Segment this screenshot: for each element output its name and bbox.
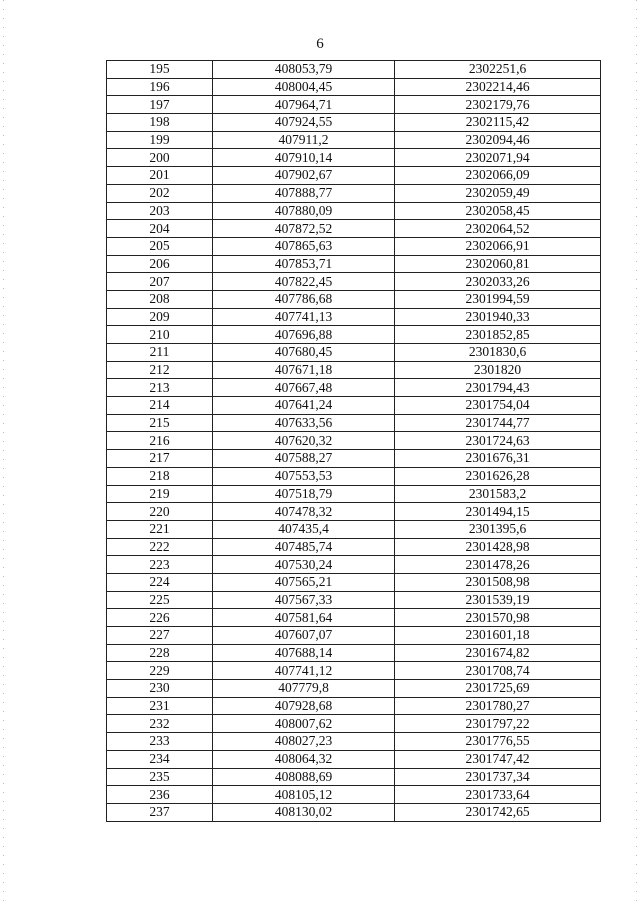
x-coordinate-cell: 407607,07 [213,627,395,645]
y-coordinate-cell: 2301780,27 [395,697,601,715]
table-row [107,467,601,485]
x-coordinate-cell: 407741,13 [213,308,395,326]
y-coordinate-cell: 2301478,26 [395,556,601,574]
scan-edge-left [3,0,4,905]
table-row [107,750,601,768]
table-row [107,520,601,538]
y-coordinate-cell: 2302066,91 [395,237,601,255]
point-number-cell: 200 [107,149,213,167]
point-number-cell: 202 [107,184,213,202]
point-number-cell: 208 [107,290,213,308]
table-row [107,237,601,255]
x-coordinate-cell: 407741,12 [213,662,395,680]
y-coordinate-cell: 2302033,26 [395,273,601,291]
x-coordinate-cell: 407880,09 [213,202,395,220]
point-number-cell: 226 [107,609,213,627]
y-coordinate-cell: 2301742,65 [395,803,601,821]
table-row [107,290,601,308]
y-coordinate-cell: 2302214,46 [395,78,601,96]
table-row [107,78,601,96]
table-row [107,202,601,220]
point-number-cell: 218 [107,467,213,485]
x-coordinate-cell: 408064,32 [213,750,395,768]
y-coordinate-cell: 2302059,49 [395,184,601,202]
table-row [107,131,601,149]
y-coordinate-cell: 2301674,82 [395,644,601,662]
scan-edge-right [636,0,637,905]
table-row [107,733,601,751]
point-number-cell: 211 [107,344,213,362]
x-coordinate-cell: 407680,45 [213,344,395,362]
y-coordinate-cell: 2301725,69 [395,680,601,698]
table-row [107,308,601,326]
point-number-cell: 197 [107,96,213,114]
y-coordinate-cell: 2301994,59 [395,290,601,308]
table-row [107,255,601,273]
y-coordinate-cell: 2301428,98 [395,538,601,556]
y-coordinate-cell: 2302071,94 [395,149,601,167]
point-number-cell: 224 [107,573,213,591]
y-coordinate-cell: 2301747,42 [395,750,601,768]
x-coordinate-cell: 408027,23 [213,733,395,751]
x-coordinate-cell: 407928,68 [213,697,395,715]
point-number-cell: 223 [107,556,213,574]
table-row [107,361,601,379]
point-number-cell: 237 [107,803,213,821]
x-coordinate-cell: 407553,53 [213,467,395,485]
x-coordinate-cell: 407518,79 [213,485,395,503]
point-number-cell: 212 [107,361,213,379]
x-coordinate-cell: 407633,56 [213,414,395,432]
table-row [107,114,601,132]
x-coordinate-cell: 407910,14 [213,149,395,167]
x-coordinate-cell: 407688,14 [213,644,395,662]
point-number-cell: 236 [107,786,213,804]
point-number-cell: 210 [107,326,213,344]
x-coordinate-cell: 407924,55 [213,114,395,132]
x-coordinate-cell: 407667,48 [213,379,395,397]
table-row [107,768,601,786]
table-row [107,503,601,521]
table-row [107,344,601,362]
point-number-cell: 201 [107,167,213,185]
x-coordinate-cell: 408053,79 [213,61,395,79]
table-row [107,627,601,645]
x-coordinate-cell: 407588,27 [213,450,395,468]
y-coordinate-cell: 2301570,98 [395,609,601,627]
y-coordinate-cell: 2302179,76 [395,96,601,114]
coordinates-table [106,60,601,822]
point-number-cell: 230 [107,680,213,698]
x-coordinate-cell: 408004,45 [213,78,395,96]
x-coordinate-cell: 407872,52 [213,220,395,238]
x-coordinate-cell: 407478,32 [213,503,395,521]
x-coordinate-cell: 407853,71 [213,255,395,273]
point-number-cell: 198 [107,114,213,132]
x-coordinate-cell: 407964,71 [213,96,395,114]
y-coordinate-cell: 2301583,2 [395,485,601,503]
y-coordinate-cell: 2301508,98 [395,573,601,591]
point-number-cell: 234 [107,750,213,768]
y-coordinate-cell: 2301940,33 [395,308,601,326]
page-number: 6 [316,36,324,52]
point-number-cell: 206 [107,255,213,273]
point-number-cell: 207 [107,273,213,291]
x-coordinate-cell: 407530,24 [213,556,395,574]
y-coordinate-cell: 2301754,04 [395,397,601,415]
point-number-cell: 225 [107,591,213,609]
y-coordinate-cell: 2301737,34 [395,768,601,786]
y-coordinate-cell: 2301852,85 [395,326,601,344]
table-row [107,432,601,450]
y-coordinate-cell: 2301724,63 [395,432,601,450]
y-coordinate-cell: 2301830,6 [395,344,601,362]
coordinates-table-body [107,61,601,822]
y-coordinate-cell: 2301820 [395,361,601,379]
x-coordinate-cell: 407435,4 [213,520,395,538]
table-row [107,397,601,415]
y-coordinate-cell: 2302066,09 [395,167,601,185]
point-number-cell: 235 [107,768,213,786]
table-row [107,609,601,627]
table-row [107,220,601,238]
table-row [107,680,601,698]
point-number-cell: 216 [107,432,213,450]
x-coordinate-cell: 407865,63 [213,237,395,255]
point-number-cell: 220 [107,503,213,521]
y-coordinate-cell: 2301708,74 [395,662,601,680]
x-coordinate-cell: 407696,88 [213,326,395,344]
x-coordinate-cell: 407620,32 [213,432,395,450]
y-coordinate-cell: 2301626,28 [395,467,601,485]
y-coordinate-cell: 2301539,19 [395,591,601,609]
y-coordinate-cell: 2301601,18 [395,627,601,645]
point-number-cell: 233 [107,733,213,751]
x-coordinate-cell: 407581,64 [213,609,395,627]
point-number-cell: 215 [107,414,213,432]
point-number-cell: 199 [107,131,213,149]
y-coordinate-cell: 2301733,64 [395,786,601,804]
point-number-cell: 228 [107,644,213,662]
point-number-cell: 232 [107,715,213,733]
table-row [107,96,601,114]
x-coordinate-cell: 407888,77 [213,184,395,202]
x-coordinate-cell: 407911,2 [213,131,395,149]
point-number-cell: 217 [107,450,213,468]
y-coordinate-cell: 2302115,42 [395,114,601,132]
point-number-cell: 203 [107,202,213,220]
table-row [107,184,601,202]
table-row [107,414,601,432]
table-row [107,273,601,291]
y-coordinate-cell: 2301776,55 [395,733,601,751]
point-number-cell: 227 [107,627,213,645]
x-coordinate-cell: 407567,33 [213,591,395,609]
table-row [107,538,601,556]
table-row [107,379,601,397]
point-number-cell: 214 [107,397,213,415]
x-coordinate-cell: 407485,74 [213,538,395,556]
point-number-cell: 222 [107,538,213,556]
x-coordinate-cell: 408130,02 [213,803,395,821]
y-coordinate-cell: 2301395,6 [395,520,601,538]
point-number-cell: 229 [107,662,213,680]
table-row [107,803,601,821]
point-number-cell: 196 [107,78,213,96]
table-row [107,662,601,680]
y-coordinate-cell: 2302251,6 [395,61,601,79]
y-coordinate-cell: 2301797,22 [395,715,601,733]
x-coordinate-cell: 408007,62 [213,715,395,733]
y-coordinate-cell: 2301676,31 [395,450,601,468]
point-number-cell: 205 [107,237,213,255]
point-number-cell: 213 [107,379,213,397]
point-number-cell: 231 [107,697,213,715]
y-coordinate-cell: 2302060,81 [395,255,601,273]
y-coordinate-cell: 2301794,43 [395,379,601,397]
x-coordinate-cell: 408105,12 [213,786,395,804]
table-row [107,326,601,344]
x-coordinate-cell: 407902,67 [213,167,395,185]
x-coordinate-cell: 407565,21 [213,573,395,591]
table-row [107,697,601,715]
x-coordinate-cell: 407786,68 [213,290,395,308]
x-coordinate-cell: 407671,18 [213,361,395,379]
y-coordinate-cell: 2302094,46 [395,131,601,149]
table-row [107,556,601,574]
table-row [107,149,601,167]
y-coordinate-cell: 2301744,77 [395,414,601,432]
table-row [107,591,601,609]
point-number-cell: 204 [107,220,213,238]
y-coordinate-cell: 2302058,45 [395,202,601,220]
table-row [107,167,601,185]
x-coordinate-cell: 407779,8 [213,680,395,698]
table-row [107,644,601,662]
point-number-cell: 219 [107,485,213,503]
point-number-cell: 221 [107,520,213,538]
table-row [107,450,601,468]
y-coordinate-cell: 2302064,52 [395,220,601,238]
y-coordinate-cell: 2301494,15 [395,503,601,521]
x-coordinate-cell: 408088,69 [213,768,395,786]
table-row [107,786,601,804]
table-row [107,61,601,79]
table-row [107,573,601,591]
point-number-cell: 209 [107,308,213,326]
x-coordinate-cell: 407641,24 [213,397,395,415]
table-row [107,485,601,503]
table-row [107,715,601,733]
point-number-cell: 195 [107,61,213,79]
x-coordinate-cell: 407822,45 [213,273,395,291]
